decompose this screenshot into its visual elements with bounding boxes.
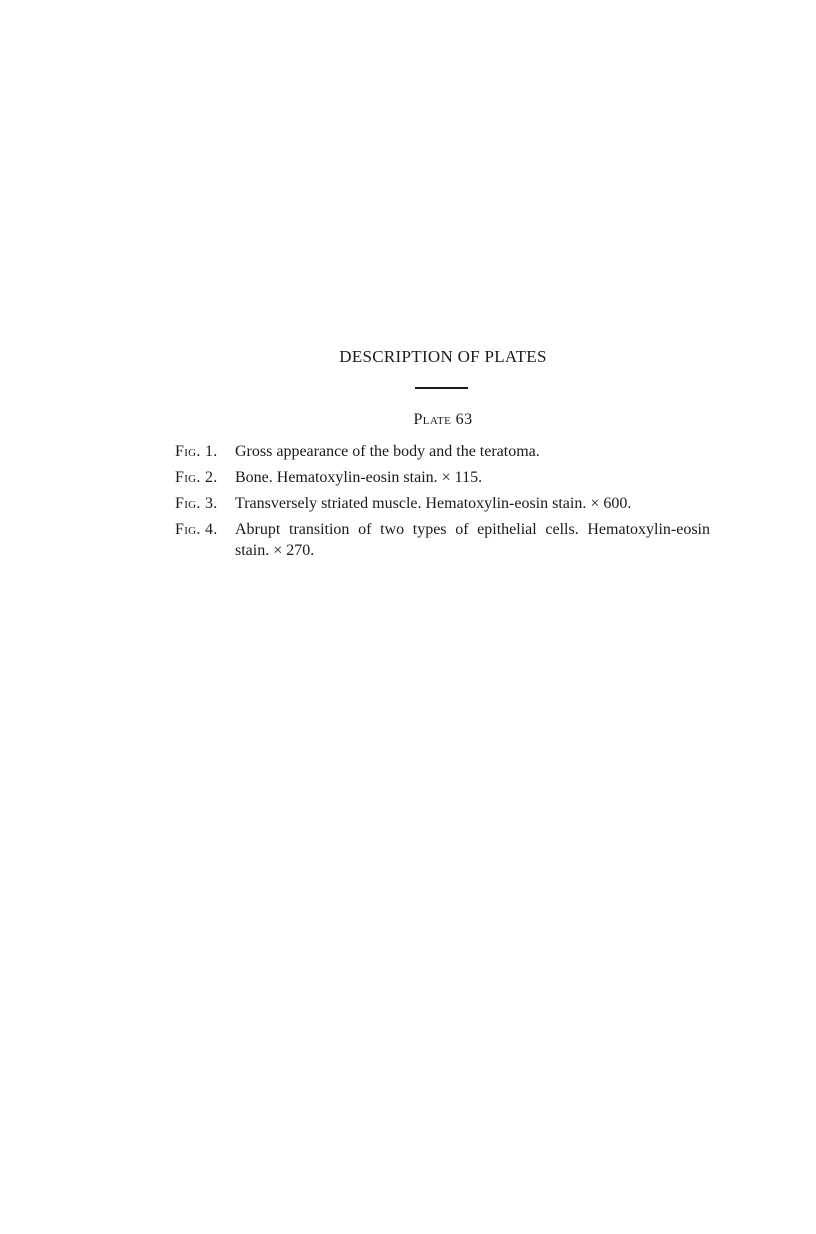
figure-caption-3	[175, 493, 710, 514]
figure-label-3: Fig. 3.	[175, 495, 218, 512]
figure-caption-1	[175, 441, 710, 462]
figure-caption-list	[175, 441, 710, 566]
figure-text-4: Abrupt transition of two types of epithelial cells. Hematoxylin-eosin stain. × 270.	[235, 521, 710, 559]
figure-label-1: Fig. 1.	[175, 443, 218, 460]
figure-label-4: Fig. 4.	[175, 521, 218, 538]
description-of-plates-heading: DESCRIPTION OF PLATES	[339, 347, 547, 366]
figure-caption-2	[175, 467, 710, 488]
figure-text-1: Gross appearance of the body and the teratoma.	[235, 443, 540, 460]
figure-label-2: Fig. 2.	[175, 469, 218, 486]
figure-caption-4	[175, 519, 710, 561]
figure-text-2: Bone. Hematoxylin-eosin stain. × 115.	[235, 469, 483, 486]
plate-title: Plate 63	[413, 411, 473, 428]
figure-text-3: Transversely striated muscle. Hematoxylin-eosin stain. × 600.	[235, 495, 632, 512]
heading-divider-rule	[415, 387, 468, 389]
